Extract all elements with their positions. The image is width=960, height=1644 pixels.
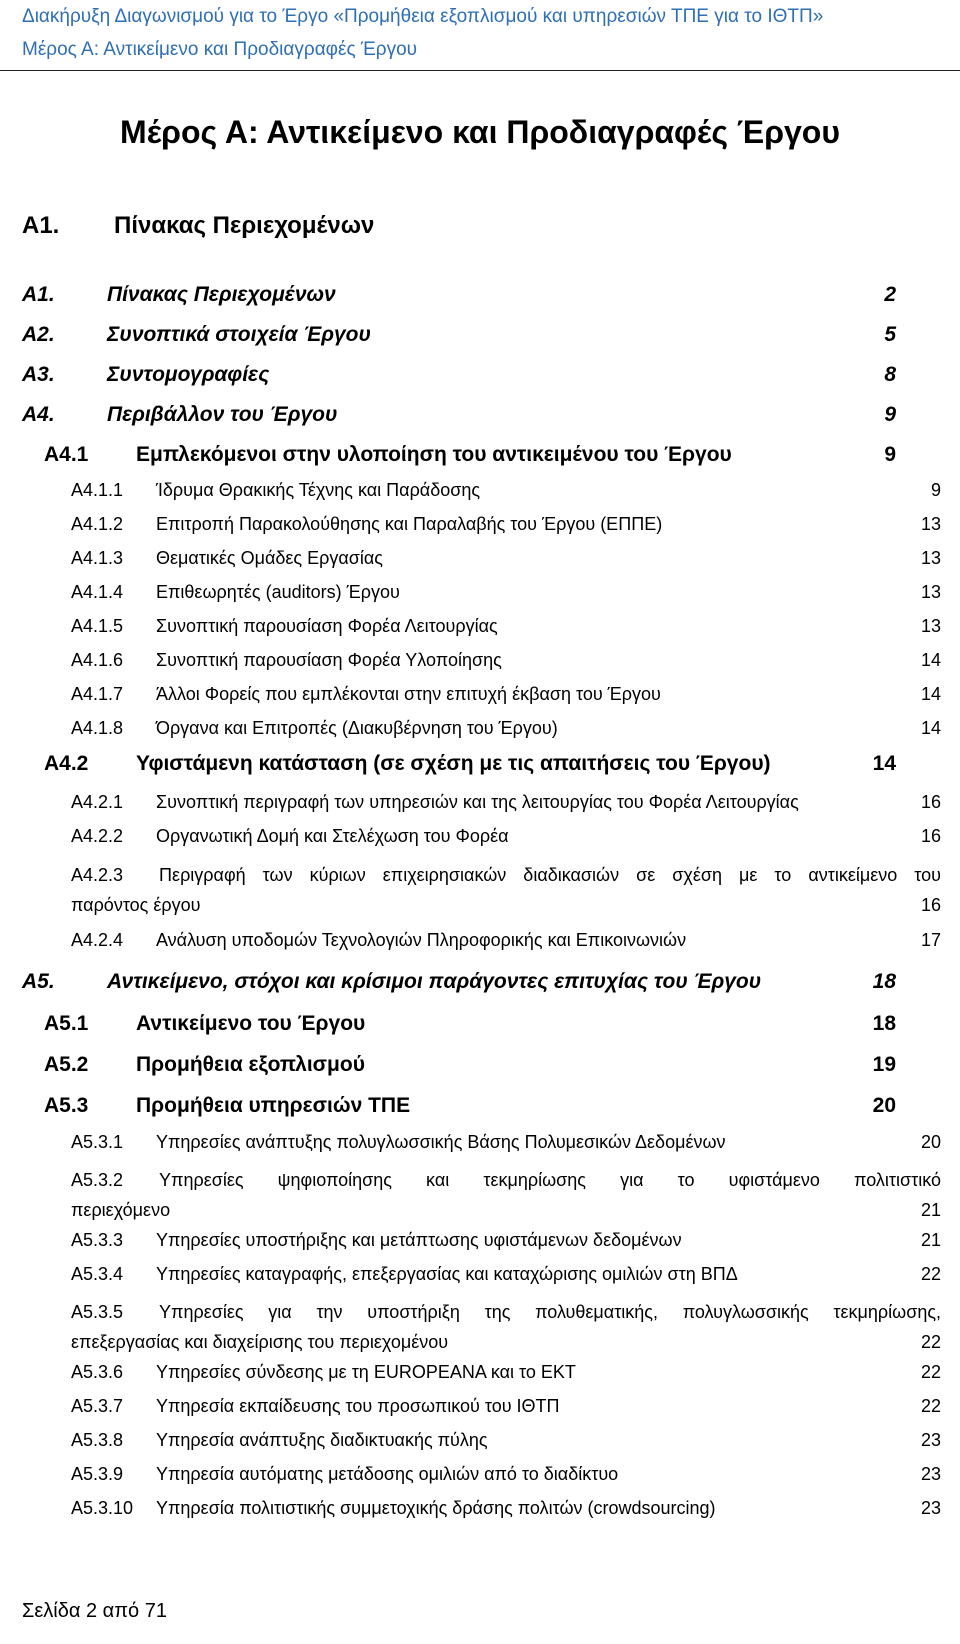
toc-title-continued: επεξεργασίας και διαχείρισης του περιεχομένου (71, 1332, 449, 1352)
toc-entry[interactable] (71, 1464, 941, 1492)
toc-title: Ανάλυση υποδομών Τεχνολογιών Πληροφορικής και Επικοινωνιών (156, 930, 687, 950)
toc-number: Α2. (22, 323, 55, 346)
toc-page: 22 (920, 1332, 941, 1352)
toc-page: 9 (930, 480, 941, 500)
toc-number: Α1. (22, 283, 55, 306)
toc-page: 14 (920, 684, 941, 704)
toc-title: Θεματικές Ομάδες Εργασίας (156, 548, 383, 568)
toc-entry[interactable] (44, 1094, 896, 1124)
toc-title-continued: περιεχόμενο (71, 1200, 171, 1220)
toc-page: 13 (920, 582, 941, 602)
toc-title-continued: παρόντος έργου (71, 895, 201, 915)
toc-page: 14 (920, 718, 941, 738)
toc-number: Α4.1.7 (71, 684, 124, 704)
toc-page: 17 (920, 930, 941, 950)
toc-number: Α5.3.7 (71, 1396, 124, 1416)
toc-title: Άλλοι Φορείς που εμπλέκονται στην επιτυχή έκβαση του Έργου (156, 684, 661, 704)
section-heading (22, 212, 374, 240)
toc-number: Α4.2.2 (71, 826, 124, 846)
toc-title: Συνοπτική περιγραφή των υπηρεσιών και της λειτουργίας του Φορέα Λειτουργίας (156, 792, 799, 812)
toc-entry[interactable] (71, 1132, 941, 1160)
toc-title: Υπηρεσίες ψηφιοποίησης και τεκμηρίωσης για το υφιστάμενο πολιτιστικό (159, 1170, 941, 1190)
toc-title: Υπηρεσίες ανάπτυξης πολυγλωσσικής Βάσης Πολυμεσικών Δεδομένων (156, 1132, 726, 1152)
toc-page: 18 (872, 970, 896, 993)
toc-page: 16 (920, 826, 941, 846)
toc-number: Α5.3.3 (71, 1230, 124, 1250)
toc-number: Α4.1.2 (71, 514, 124, 534)
toc-entry[interactable] (22, 403, 896, 433)
toc-number: Α5.3.9 (71, 1464, 124, 1484)
toc-entry[interactable] (71, 548, 941, 576)
toc-entry[interactable] (44, 1012, 896, 1042)
toc-title: Υπηρεσίες καταγραφής, επεξεργασίας και καταχώρισης ομιλιών στη ΒΠΔ (156, 1264, 738, 1284)
toc-title: Επιθεωρητές (auditors) Έργου (156, 582, 400, 602)
toc-page: 20 (920, 1132, 941, 1152)
toc-entry[interactable] (71, 1230, 941, 1258)
toc-number: Α3. (22, 363, 55, 386)
toc-page: 16 (920, 792, 941, 812)
toc-number: Α4.2.1 (71, 792, 124, 812)
toc-number: Α4.1.4 (71, 582, 124, 602)
toc-entry[interactable] (22, 323, 896, 353)
toc-entry[interactable] (22, 970, 896, 1000)
toc-wrap-line-1 (71, 1165, 941, 1195)
toc-page: 13 (920, 616, 941, 636)
toc-page: 14 (872, 752, 896, 775)
toc-page: 19 (872, 1053, 896, 1076)
header-line-2: Μέρος Α: Αντικείμενο και Προδιαγραφές Έργου (22, 39, 418, 60)
toc-page: 23 (920, 1498, 941, 1518)
toc-entry[interactable] (71, 1264, 941, 1292)
toc-page: 20 (872, 1094, 896, 1117)
toc-page: 23 (920, 1430, 941, 1450)
toc-number: Α4.2 (44, 752, 89, 775)
toc-page: 21 (920, 1200, 941, 1220)
header-divider (0, 70, 960, 71)
toc-number: Α5.3.6 (71, 1362, 124, 1382)
toc-title: Αντικείμενο του Έργου (136, 1012, 366, 1035)
toc-number: Α4.1.5 (71, 616, 124, 636)
toc-number: Α4.2.3 (71, 865, 124, 885)
toc-wrap-line-2 (71, 1195, 941, 1225)
toc-number: Α5.3.1 (71, 1132, 124, 1152)
toc-entry[interactable] (71, 582, 941, 610)
toc-page: 14 (920, 650, 941, 670)
toc-title: Πίνακας Περιεχομένων (107, 283, 336, 306)
toc-title: Υπηρεσίες σύνδεσης με τη EUROPEANA και το ΕΚΤ (156, 1362, 576, 1382)
toc-entry[interactable] (71, 718, 941, 746)
toc-title: Όργανα και Επιτροπές (Διακυβέρνηση του Έργου) (156, 718, 558, 738)
toc-number: Α5.1 (44, 1012, 89, 1035)
toc-page: 2 (884, 283, 896, 306)
toc-number: Α4. (22, 403, 55, 426)
toc-page: 22 (920, 1264, 941, 1284)
toc-page: 8 (884, 363, 896, 386)
header-line-1: Διακήρυξη Διαγωνισμού για το Έργο «Προμήθεια εξοπλισμού και υπηρεσιών ΤΠΕ για το ΙΘΤΠ» (22, 6, 824, 27)
toc-page: 18 (872, 1012, 896, 1035)
toc-title: Ίδρυμα Θρακικής Τέχνης και Παράδοσης (156, 480, 481, 500)
toc-number: Α5. (22, 970, 55, 993)
toc-entry[interactable] (44, 752, 896, 782)
toc-page: 5 (884, 323, 896, 346)
toc-wrap-line-2 (71, 890, 941, 920)
toc-entry[interactable] (71, 650, 941, 678)
toc-page: 9 (884, 443, 896, 466)
toc-title: Αντικείμενο, στόχοι και κρίσιμοι παράγοντες επιτυχίας του Έργου (107, 970, 762, 993)
toc-page: 23 (920, 1464, 941, 1484)
toc-entry[interactable] (22, 363, 896, 393)
section-title: Πίνακας Περιεχομένων (114, 212, 375, 239)
page-footer: Σελίδα 2 από 71 (22, 1600, 167, 1622)
toc-wrap-line-1 (71, 860, 941, 890)
toc-title: Περιγραφή των κύριων επιχειρησιακών διαδικασιών σε σχέση με το αντικείμενο του (159, 865, 941, 885)
toc-page: 16 (920, 895, 941, 915)
toc-title: Εμπλεκόμενοι στην υλοποίηση του αντικειμένου του Έργου (136, 443, 732, 466)
toc-page: 21 (920, 1230, 941, 1250)
toc-entry[interactable] (71, 826, 941, 854)
toc-entry-wrapped[interactable] (71, 860, 941, 920)
toc-number: Α4.1.8 (71, 718, 124, 738)
toc-title: Συνοπτική παρουσίαση Φορέα Υλοποίησης (156, 650, 502, 670)
toc-entry[interactable] (71, 1362, 941, 1390)
toc-title: Προμήθεια εξοπλισμού (136, 1053, 365, 1076)
toc-entry[interactable] (71, 1498, 941, 1526)
toc-number: Α4.1 (44, 443, 89, 466)
toc-title: Υπηρεσία εκπαίδευσης του προσωπικού του ΙΘΤΠ (156, 1396, 560, 1416)
toc-number: Α5.2 (44, 1053, 89, 1076)
toc-number: Α5.3.4 (71, 1264, 124, 1284)
toc-title: Υφιστάμενη κατάσταση (σε σχέση με τις απαιτήσεις του Έργου) (136, 752, 771, 775)
toc-wrap-line-2 (71, 1327, 941, 1357)
toc-wrap-line-1 (71, 1297, 941, 1327)
toc-number: Α4.1.6 (71, 650, 124, 670)
toc-entry[interactable] (44, 1053, 896, 1083)
toc-entry[interactable] (71, 480, 941, 508)
toc-number: Α4.2.4 (71, 930, 124, 950)
toc-page: 13 (920, 548, 941, 568)
toc-number: Α4.1.3 (71, 548, 124, 568)
toc-title: Υπηρεσίες υποστήριξης και μετάπτωσης υφιστάμενων δεδομένων (156, 1230, 682, 1250)
toc-title: Επιτροπή Παρακολούθησης και Παραλαβής του Έργου (ΕΠΠΕ) (156, 514, 663, 534)
document-header (22, 0, 942, 66)
toc-entry[interactable] (71, 792, 941, 820)
toc-entry[interactable] (22, 283, 896, 313)
toc-title: Υπηρεσία ανάπτυξης διαδικτυακής πύλης (156, 1430, 488, 1450)
toc-title: Υπηρεσία πολιτιστικής συμμετοχικής δράσης πολιτών (crowdsourcing) (156, 1498, 716, 1518)
toc-number: Α5.3.5 (71, 1302, 124, 1322)
toc-title: Υπηρεσία αυτόματης μετάδοσης ομιλιών από το διαδίκτυο (156, 1464, 619, 1484)
toc-number: Α5.3 (44, 1094, 89, 1117)
toc-title: Συντομογραφίες (107, 363, 270, 386)
toc-entry-wrapped[interactable] (71, 1165, 941, 1225)
toc-title: Προμήθεια υπηρεσιών ΤΠΕ (136, 1094, 411, 1117)
toc-number: Α5.3.8 (71, 1430, 124, 1450)
toc-number: Α5.3.10 (71, 1498, 134, 1518)
toc-title: Συνοπτική παρουσίαση Φορέα Λειτουργίας (156, 616, 498, 636)
section-number: Α1. (22, 212, 60, 239)
toc-entry-wrapped[interactable] (71, 1297, 941, 1357)
toc-entry[interactable] (71, 684, 941, 712)
toc-entry[interactable] (71, 1430, 941, 1458)
page-title: Μέρος Α: Αντικείμενο και Προδιαγραφές Έργου (120, 114, 840, 150)
toc-entry[interactable] (71, 514, 941, 542)
toc-title: Υπηρεσίες για την υποστήριξη της πολυθεματικής, πολυγλωσσικής τεκμηρίωσης, (159, 1302, 941, 1322)
toc-entry[interactable] (71, 1396, 941, 1424)
toc-title: Οργανωτική Δομή και Στελέχωση του Φορέα (156, 826, 509, 846)
toc-entry[interactable] (71, 930, 941, 958)
toc-number: Α4.1.1 (71, 480, 124, 500)
toc-page: 22 (920, 1396, 941, 1416)
toc-number: Α5.3.2 (71, 1170, 124, 1190)
toc-title: Συνοπτικά στοιχεία Έργου (107, 323, 371, 346)
toc-page: 9 (884, 403, 896, 426)
toc-entry[interactable] (71, 616, 941, 644)
toc-title: Περιβάλλον του Έργου (107, 403, 338, 426)
toc-page: 22 (920, 1362, 941, 1382)
toc-page: 13 (920, 514, 941, 534)
toc-entry[interactable] (44, 443, 896, 473)
